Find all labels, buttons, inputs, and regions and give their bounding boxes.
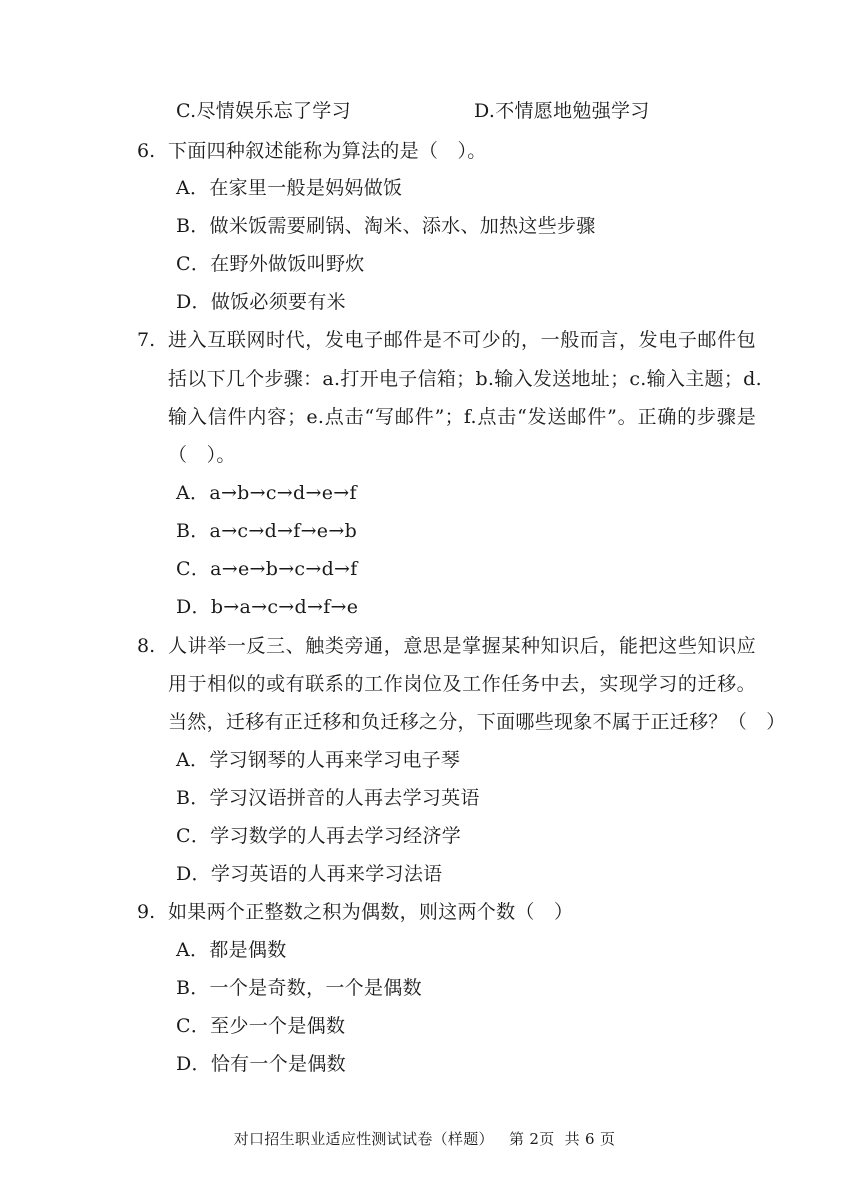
question-number: 7.	[137, 329, 156, 351]
question-stem-line: 人讲举一反三、触类旁通，意思是掌握某种知识后，能把这些知识应	[168, 635, 756, 657]
prev-option-d: D.不情愿地勉强学习	[474, 100, 650, 122]
page-footer: 对口招生职业适应性测试试卷（样题） 第 2页 共 6 页	[233, 1130, 616, 1148]
option-a: A．a→b→c→d→e→f	[176, 482, 357, 504]
question-number: 8.	[137, 635, 156, 657]
question-stem-line: 输入信件内容；e.点击“写邮件”；f.点击“发送邮件”。正确的步骤是	[168, 406, 756, 428]
question-stem-line: 当然，迁移有正迁移和负迁移之分，下面哪些现象不属于正迁移？（ ）	[168, 711, 786, 733]
prev-option-c: C.尽情娱乐忘了学习	[176, 100, 351, 122]
question-stem-line: 如果两个正整数之积为偶数，则这两个数（ ）	[168, 901, 574, 923]
option-b: B．学习汉语拼音的人再去学习英语	[176, 787, 480, 809]
option-a: A．在家里一般是妈妈做饭	[176, 177, 403, 199]
question-number: 6.	[137, 140, 156, 162]
option-b: B．一个是奇数，一个是偶数	[176, 977, 422, 999]
option-d: D．做饭必须要有米	[176, 291, 346, 313]
option-c: C．a→e→b→c→d→f	[176, 558, 358, 580]
option-d: D．学习英语的人再来学习法语	[176, 863, 443, 885]
option-b: B．a→c→d→f→e→b	[176, 520, 358, 542]
option-d: D．恰有一个是偶数	[176, 1053, 346, 1075]
question-stem-line: 进入互联网时代，发电子邮件是不可少的，一般而言，发电子邮件包	[168, 329, 756, 351]
option-a: A．学习钢琴的人再来学习电子琴	[176, 749, 461, 771]
option-d: D．b→a→c→d→f→e	[176, 596, 359, 618]
question-number: 9.	[137, 901, 156, 923]
question-stem-line: 下面四种叙述能称为算法的是（ ）。	[168, 140, 487, 162]
option-a: A．都是偶数	[176, 939, 287, 961]
question-stem-line: 用于相似的或有联系的工作岗位及工作任务中去，实现学习的迁移。	[168, 673, 756, 695]
option-c: C．至少一个是偶数	[176, 1015, 346, 1037]
option-c: C．学习数学的人再去学习经济学	[176, 825, 462, 847]
question-stem-line: 括以下几个步骤：a.打开电子信箱；b.输入发送地址；c.输入主题；d.	[168, 368, 762, 390]
question-stem-line: （ ）。	[168, 444, 236, 466]
option-c: C．在野外做饭叫野炊	[176, 253, 365, 275]
option-b: B．做米饭需要刷锅、淘米、添水、加热这些步骤	[176, 215, 596, 237]
